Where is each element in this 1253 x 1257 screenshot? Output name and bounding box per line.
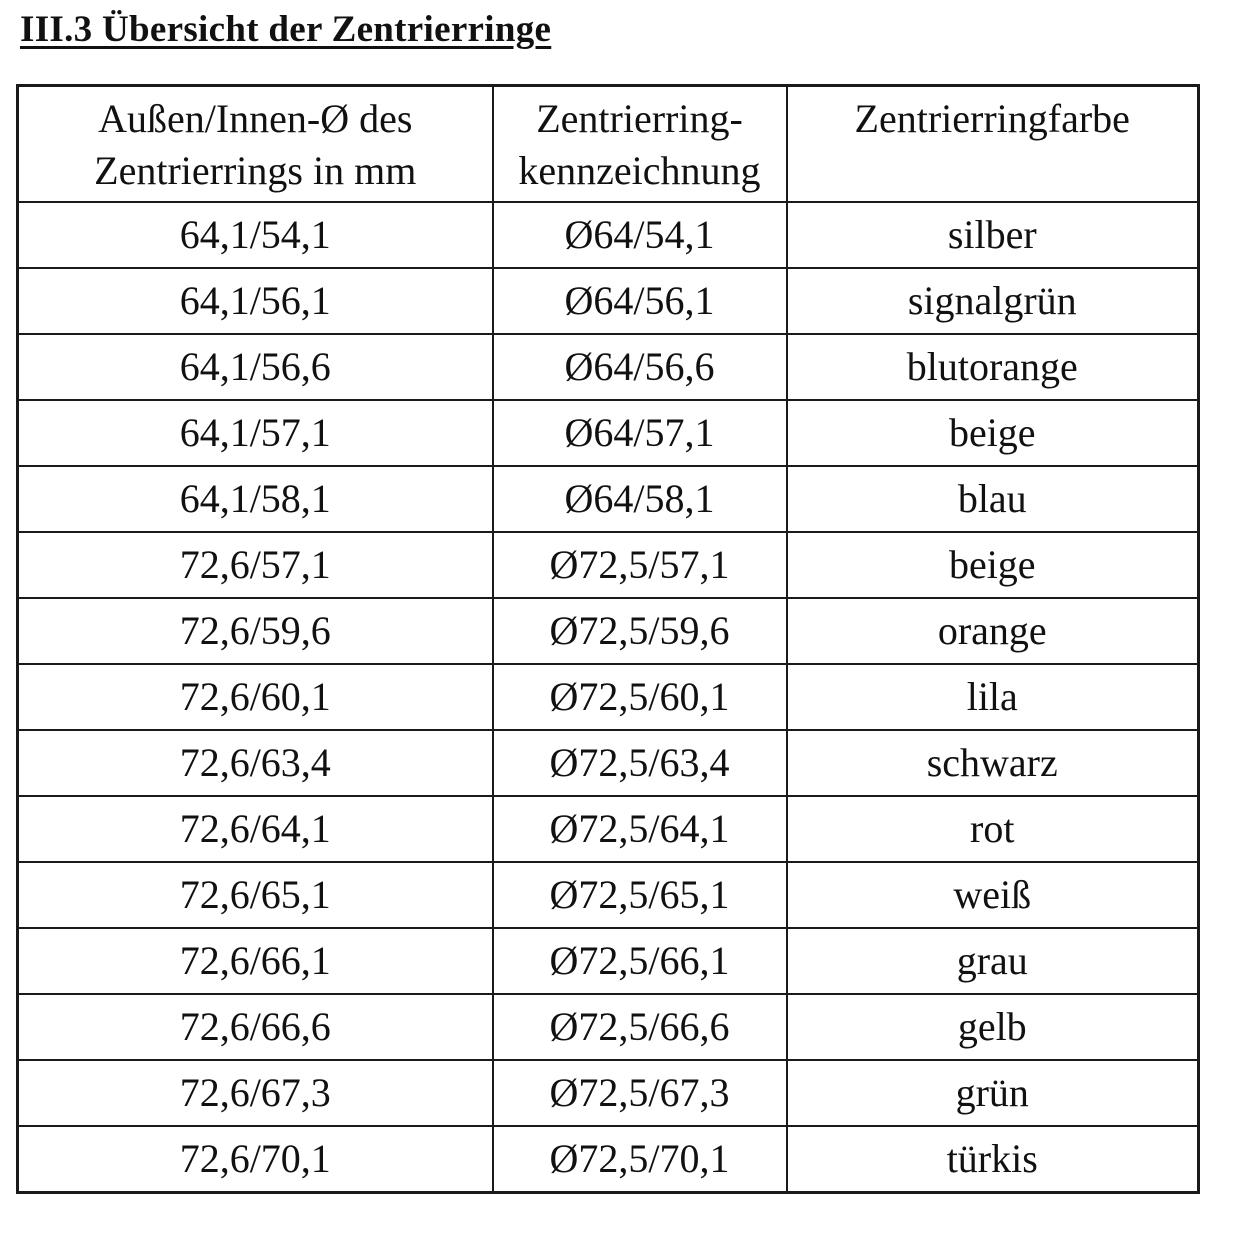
marking-cell: Ø64/54,1 (493, 202, 787, 268)
table-header (18, 86, 1199, 203)
header-ring-marking: Zentrierring-kennzeichnung (493, 86, 787, 203)
diameter-cell: 72,6/67,3 (18, 1060, 493, 1126)
table-row (18, 796, 1199, 862)
marking-cell: Ø72,5/63,4 (493, 730, 787, 796)
diameter-cell: 72,6/70,1 (18, 1126, 493, 1193)
diameter-cell: 64,1/56,1 (18, 268, 493, 334)
table-row (18, 598, 1199, 664)
table-row (18, 400, 1199, 466)
table-row (18, 994, 1199, 1060)
table-row (18, 466, 1199, 532)
diameter-cell: 72,6/60,1 (18, 664, 493, 730)
centering-rings-table (16, 84, 1200, 1194)
diameter-cell: 64,1/54,1 (18, 202, 493, 268)
table-row (18, 730, 1199, 796)
table-body (18, 202, 1199, 1193)
table-row (18, 1060, 1199, 1126)
diameter-cell: 64,1/57,1 (18, 400, 493, 466)
diameter-cell: 64,1/56,6 (18, 334, 493, 400)
marking-cell: Ø72,5/66,1 (493, 928, 787, 994)
table-row (18, 334, 1199, 400)
marking-cell: Ø72,5/57,1 (493, 532, 787, 598)
diameter-cell: 72,6/64,1 (18, 796, 493, 862)
marking-cell: Ø72,5/60,1 (493, 664, 787, 730)
color-cell: beige (787, 532, 1199, 598)
marking-cell: Ø72,5/70,1 (493, 1126, 787, 1193)
color-cell: blutorange (787, 334, 1199, 400)
header-ring-color: Zentrierringfarbe (787, 86, 1199, 203)
table-row (18, 1126, 1199, 1193)
color-cell: schwarz (787, 730, 1199, 796)
diameter-cell: 72,6/66,1 (18, 928, 493, 994)
diameter-cell: 72,6/57,1 (18, 532, 493, 598)
color-cell: silber (787, 202, 1199, 268)
marking-cell: Ø72,5/64,1 (493, 796, 787, 862)
table-row (18, 202, 1199, 268)
color-cell: gelb (787, 994, 1199, 1060)
color-cell: türkis (787, 1126, 1199, 1193)
marking-cell: Ø64/58,1 (493, 466, 787, 532)
color-cell: grün (787, 1060, 1199, 1126)
marking-cell: Ø64/56,1 (493, 268, 787, 334)
diameter-cell: 72,6/59,6 (18, 598, 493, 664)
marking-cell: Ø64/56,6 (493, 334, 787, 400)
diameter-cell: 72,6/63,4 (18, 730, 493, 796)
document-title: III.3 Übersicht der Zentrierringe (20, 9, 552, 50)
color-cell: signalgrün (787, 268, 1199, 334)
diameter-cell: 64,1/58,1 (18, 466, 493, 532)
table-row (18, 928, 1199, 994)
header-outer-inner-diameter: Außen/Innen-Ø des Zentrierrings in mm (18, 86, 493, 203)
color-cell: beige (787, 400, 1199, 466)
diameter-cell: 72,6/66,6 (18, 994, 493, 1060)
marking-cell: Ø64/57,1 (493, 400, 787, 466)
table-row (18, 862, 1199, 928)
marking-cell: Ø72,5/65,1 (493, 862, 787, 928)
color-cell: lila (787, 664, 1199, 730)
table-row (18, 532, 1199, 598)
color-cell: rot (787, 796, 1199, 862)
color-cell: grau (787, 928, 1199, 994)
color-cell: weiß (787, 862, 1199, 928)
color-cell: orange (787, 598, 1199, 664)
table-row (18, 268, 1199, 334)
marking-cell: Ø72,5/67,3 (493, 1060, 787, 1126)
diameter-cell: 72,6/65,1 (18, 862, 493, 928)
color-cell: blau (787, 466, 1199, 532)
marking-cell: Ø72,5/59,6 (493, 598, 787, 664)
header-row (18, 86, 1199, 203)
marking-cell: Ø72,5/66,6 (493, 994, 787, 1060)
table-row (18, 664, 1199, 730)
